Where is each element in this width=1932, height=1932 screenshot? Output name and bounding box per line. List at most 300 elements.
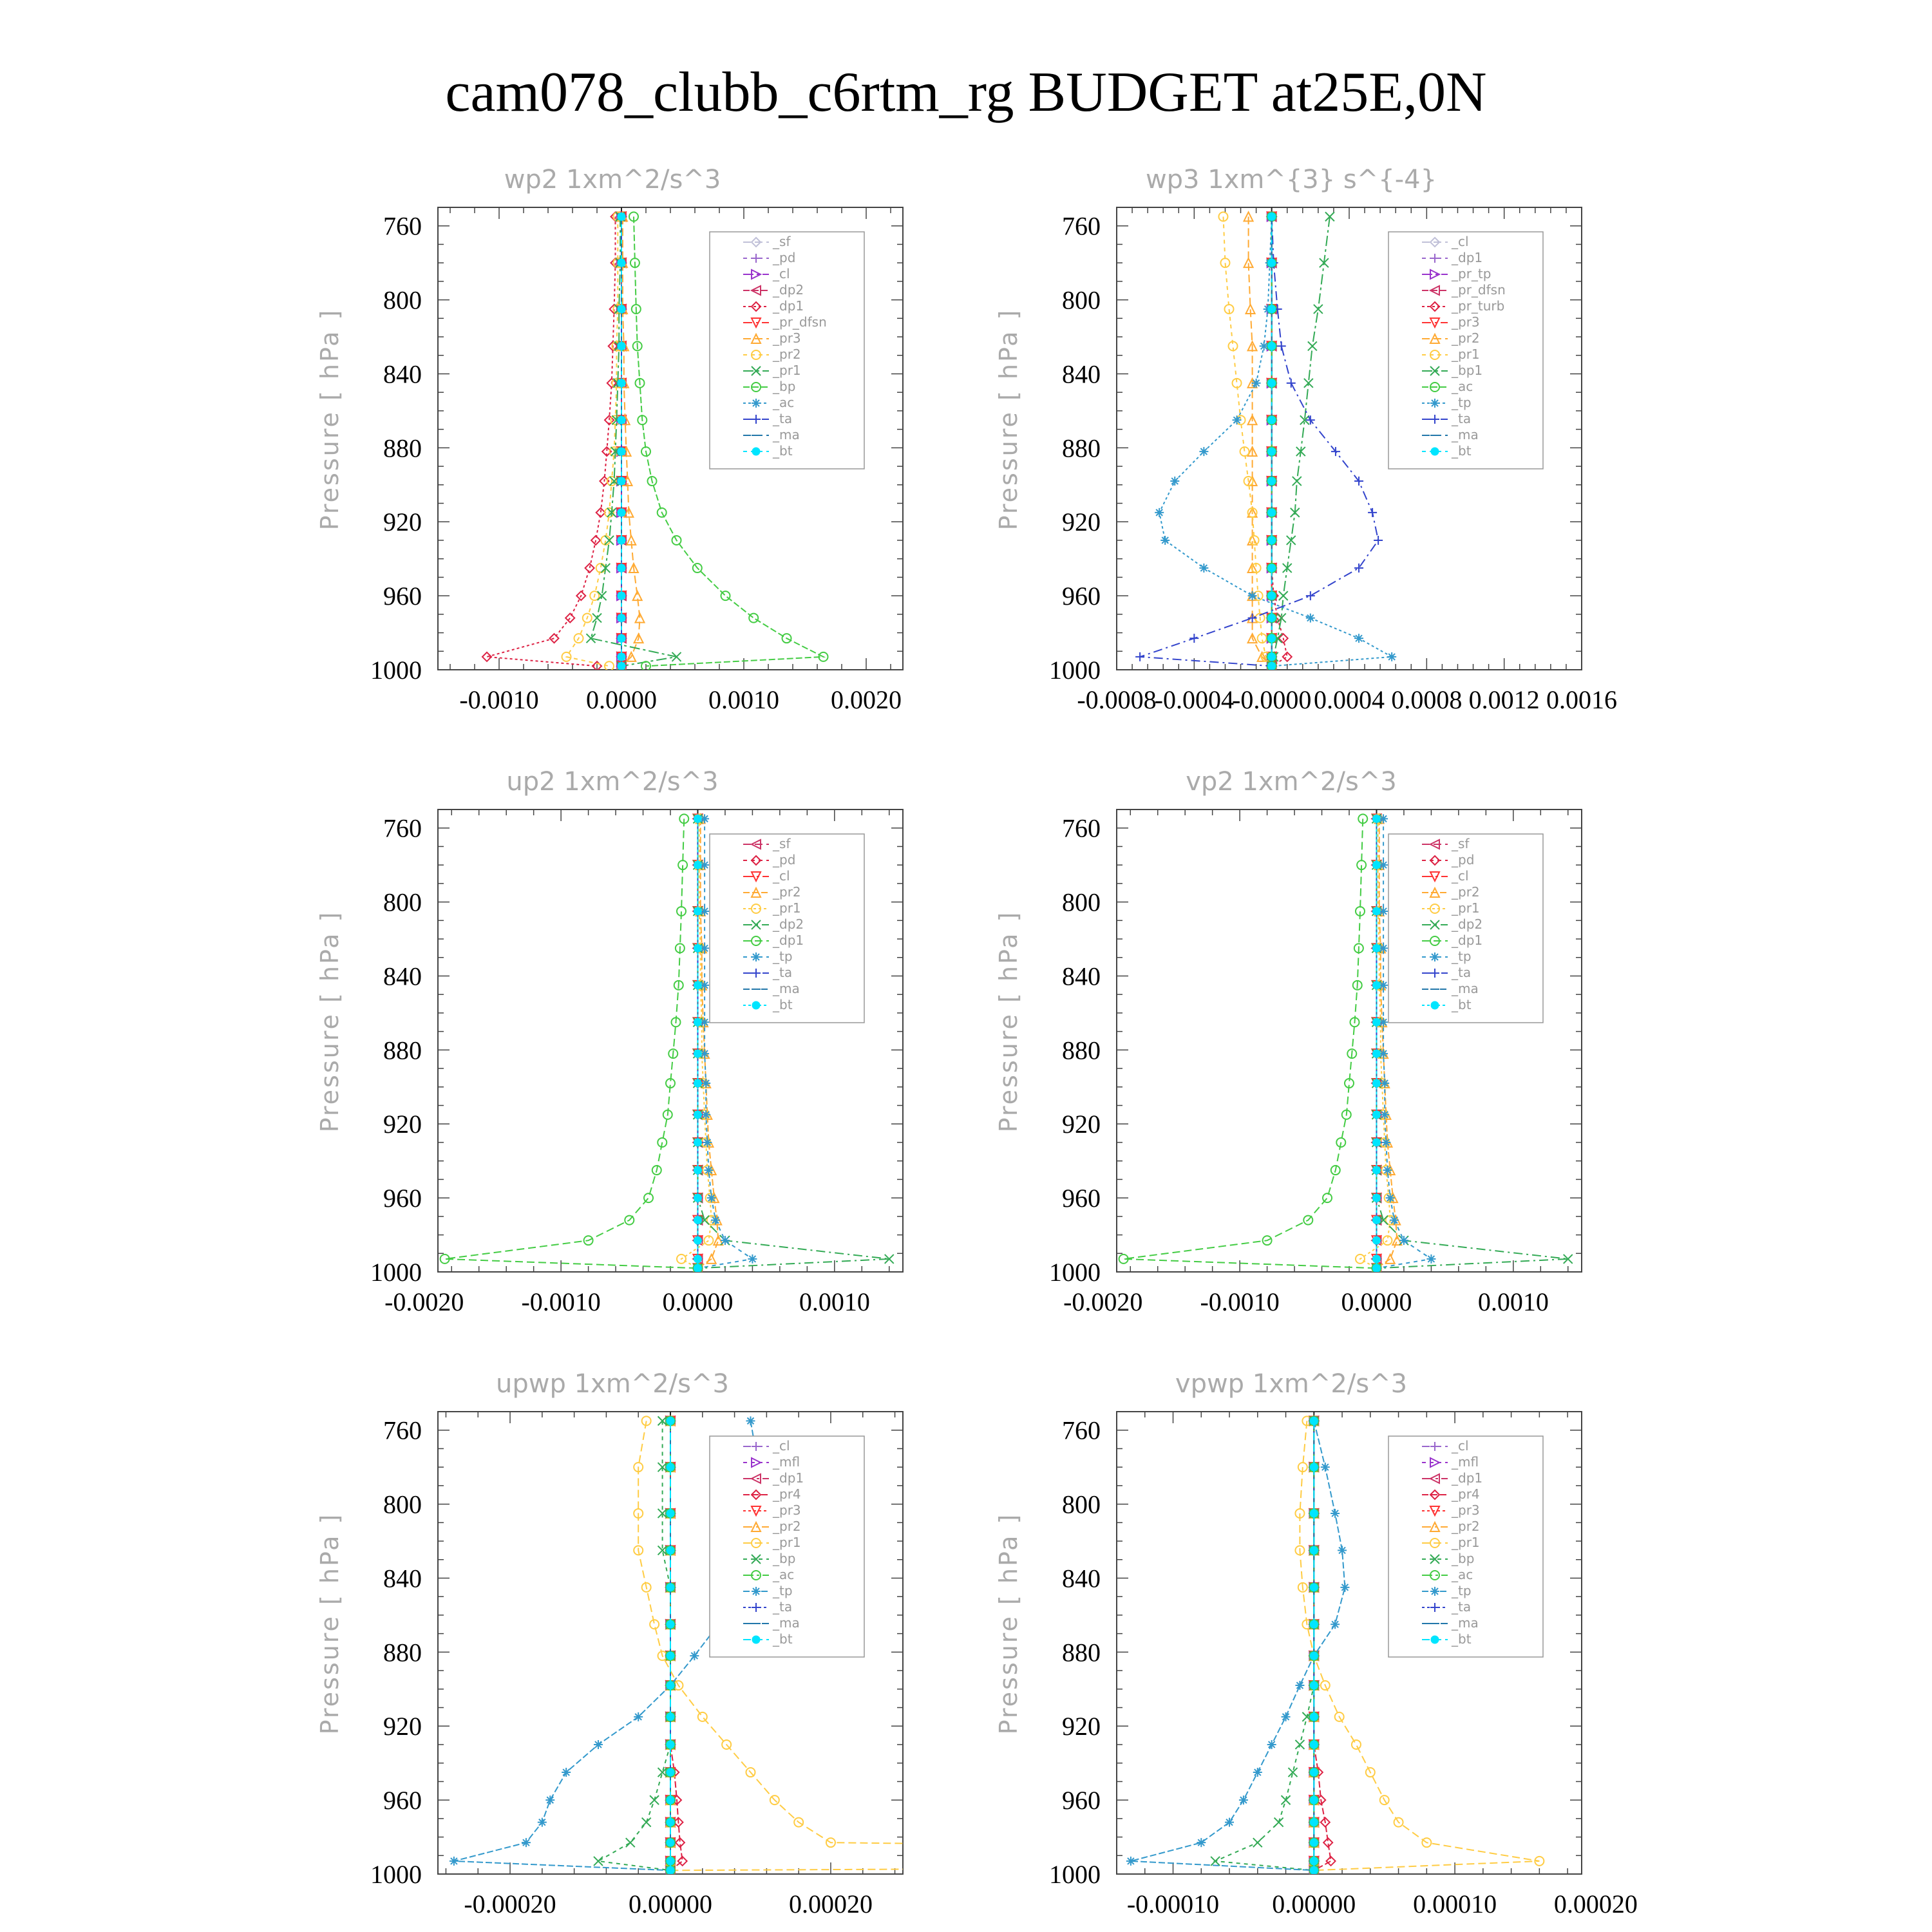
data-point xyxy=(701,1110,710,1119)
y-tick-label: 880 xyxy=(1062,433,1101,463)
y-tick-label: 1000 xyxy=(1049,1860,1101,1889)
data-point xyxy=(694,1111,701,1119)
data-point xyxy=(672,652,681,661)
legend-label: _bt xyxy=(1452,997,1472,1012)
legend-label: _ta xyxy=(773,411,793,426)
y-tick-label: 920 xyxy=(1062,507,1101,537)
legend-label: _ac xyxy=(773,395,795,410)
data-point xyxy=(1268,536,1276,544)
data-point xyxy=(1306,591,1315,600)
data-point xyxy=(1199,447,1208,456)
data-point xyxy=(1380,1110,1389,1119)
series-group xyxy=(1135,212,1396,670)
y-tick-label: 880 xyxy=(383,1638,422,1667)
y-tick-label: 920 xyxy=(383,1712,422,1741)
y-axis-label: Pressure [ hPa ] xyxy=(994,910,1023,1133)
data-point xyxy=(694,1194,701,1202)
legend-marker xyxy=(1430,952,1439,961)
legend-label: _pr2 xyxy=(773,1519,801,1534)
data-point xyxy=(1211,1857,1220,1866)
data-point xyxy=(1372,907,1380,915)
legend-label: _pr2 xyxy=(1452,1519,1480,1534)
y-tick-label: 1000 xyxy=(1049,656,1101,685)
data-point xyxy=(1282,1712,1291,1721)
legend-marker xyxy=(752,399,761,408)
y-tick-label: 1000 xyxy=(370,656,422,685)
y-tick-label: 800 xyxy=(383,887,422,917)
data-point xyxy=(667,1839,674,1846)
data-point xyxy=(1352,1740,1361,1749)
legend-label: _pr1 xyxy=(773,900,801,916)
legend-label: _ma xyxy=(1452,427,1479,442)
y-tick-label: 800 xyxy=(383,285,422,315)
data-point xyxy=(1310,1796,1318,1804)
data-point xyxy=(667,1417,674,1425)
data-point xyxy=(1372,1236,1380,1244)
legend-label: _cl xyxy=(1452,1438,1469,1454)
data-point xyxy=(1268,379,1276,387)
data-point xyxy=(1310,1652,1318,1660)
data-point xyxy=(1260,341,1269,350)
data-point xyxy=(1268,614,1276,622)
legend-label: _ta xyxy=(1452,411,1472,426)
data-point xyxy=(1282,1795,1291,1804)
data-point xyxy=(618,477,625,485)
data-point xyxy=(1321,1463,1330,1472)
data-point xyxy=(694,861,701,869)
x-tick-label: -0.0010 xyxy=(1200,1287,1280,1316)
y-tick-label: 920 xyxy=(383,1110,422,1139)
series-line-pr1 xyxy=(1224,216,1272,666)
y-tick-label: 880 xyxy=(1062,1638,1101,1667)
legend-label: _mfl xyxy=(1452,1454,1479,1470)
data-point xyxy=(667,1620,674,1628)
chart-panel-1 xyxy=(316,165,903,714)
y-tick-label: 880 xyxy=(383,1036,422,1065)
data-point xyxy=(562,1768,571,1777)
data-point xyxy=(618,213,625,220)
panel-title: wp2 1xm^2/s^3 xyxy=(504,165,721,194)
x-tick-label: 0.00000 xyxy=(629,1889,712,1918)
data-point xyxy=(690,1651,699,1660)
data-point xyxy=(618,614,625,622)
legend-label: _ta xyxy=(773,965,793,980)
data-point xyxy=(1310,1857,1318,1865)
data-point xyxy=(1374,536,1383,545)
data-point xyxy=(1387,652,1396,661)
data-point xyxy=(746,1416,755,1425)
series-line-dp1 xyxy=(445,819,698,1268)
data-point xyxy=(694,1217,701,1224)
data-point xyxy=(1288,1768,1297,1777)
data-point xyxy=(701,1079,710,1088)
data-point xyxy=(1381,1138,1390,1147)
legend-label: _bt xyxy=(773,1631,793,1647)
data-point xyxy=(1323,1193,1332,1202)
legend-label: _sf xyxy=(1452,836,1470,851)
legend-label: _bp1 xyxy=(1452,363,1483,378)
data-point xyxy=(694,1264,701,1272)
x-tick-label: 0.0010 xyxy=(708,685,779,714)
legend-marker xyxy=(752,1636,760,1643)
data-point xyxy=(694,1050,701,1057)
x-tick-label: -0.0010 xyxy=(459,685,539,714)
legend-label: _dp1 xyxy=(1452,933,1483,948)
data-point xyxy=(1160,536,1170,545)
data-point xyxy=(1331,1620,1340,1629)
legend-label: _bp xyxy=(1452,1551,1475,1566)
data-point xyxy=(1287,379,1296,388)
y-axis-label: Pressure [ hPa ] xyxy=(316,910,344,1133)
legend-label: _tp xyxy=(773,949,793,964)
data-point xyxy=(1310,1819,1318,1826)
legend-marker xyxy=(1431,1636,1439,1643)
data-point xyxy=(1372,815,1380,822)
data-point xyxy=(650,1620,659,1629)
data-point xyxy=(698,1712,707,1721)
legend-label: _cl xyxy=(1452,868,1469,884)
legend-label: _pr_turb xyxy=(1452,298,1505,314)
legend xyxy=(710,1436,864,1657)
data-point xyxy=(707,1193,716,1202)
chart-panel-3 xyxy=(316,767,903,1316)
data-point xyxy=(667,1796,674,1804)
legend-label: _pd xyxy=(1452,852,1475,867)
y-tick-label: 920 xyxy=(1062,1712,1101,1741)
data-point xyxy=(1199,564,1208,573)
data-point xyxy=(667,1857,674,1865)
y-tick-label: 920 xyxy=(1062,1110,1101,1139)
panel-title: wp3 1xm^{3} s^{-4} xyxy=(1145,165,1437,194)
x-tick-label: 0.0000 xyxy=(1341,1287,1412,1316)
legend-label: _pr3 xyxy=(1452,1502,1480,1518)
data-point xyxy=(1426,1255,1435,1264)
y-tick-label: 840 xyxy=(383,359,422,389)
legend-marker xyxy=(752,448,760,455)
data-point xyxy=(594,1740,603,1749)
data-point xyxy=(538,1818,547,1827)
y-tick-label: 760 xyxy=(1062,813,1101,843)
legend-label: _dp1 xyxy=(773,298,804,314)
y-tick-label: 960 xyxy=(383,1184,422,1213)
legend-marker xyxy=(1430,1587,1439,1596)
data-point xyxy=(1267,1740,1276,1749)
data-point xyxy=(1340,1583,1349,1592)
legend-label: _bp xyxy=(773,379,796,394)
legend-label: _cl xyxy=(1452,234,1469,249)
legend-label: _pr1 xyxy=(1452,900,1480,916)
data-point xyxy=(1283,652,1292,661)
chart-panel-4 xyxy=(994,767,1582,1316)
data-point xyxy=(634,1712,643,1721)
y-tick-label: 840 xyxy=(1062,1564,1101,1593)
data-point xyxy=(1268,416,1276,424)
x-tick-label: -0.0000 xyxy=(1232,685,1312,714)
legend-label: _sf xyxy=(773,234,791,249)
data-point xyxy=(1310,1546,1318,1554)
data-point xyxy=(1310,1866,1318,1874)
legend-label: _cl xyxy=(773,1438,790,1454)
data-point xyxy=(1368,508,1377,517)
data-point xyxy=(1372,1217,1380,1224)
data-point xyxy=(704,1166,713,1175)
series-line-pr2 xyxy=(567,216,618,666)
y-tick-label: 920 xyxy=(383,507,422,537)
data-point xyxy=(1390,1216,1399,1225)
y-tick-label: 960 xyxy=(1062,582,1101,611)
data-point xyxy=(1372,944,1380,952)
data-point xyxy=(1253,1768,1262,1777)
legend-label: _bt xyxy=(773,997,793,1012)
data-point xyxy=(618,653,625,661)
chart-panel-5 xyxy=(316,1369,1932,1918)
data-point xyxy=(667,1713,674,1721)
data-point xyxy=(748,1255,757,1264)
y-tick-label: 800 xyxy=(1062,285,1101,315)
data-point xyxy=(1372,1166,1380,1174)
data-point xyxy=(1225,1818,1234,1827)
data-point xyxy=(618,259,625,267)
legend-label: _pr2 xyxy=(773,346,801,362)
data-point xyxy=(522,1838,531,1847)
data-point xyxy=(721,1236,730,1245)
data-point xyxy=(1253,1838,1262,1847)
y-tick-label: 1000 xyxy=(370,1258,422,1287)
data-point xyxy=(694,1236,701,1244)
chart-panel-2 xyxy=(994,165,1617,714)
data-point xyxy=(1383,1166,1392,1175)
data-point xyxy=(1135,652,1144,661)
data-point xyxy=(1372,981,1380,989)
data-point xyxy=(1354,634,1363,643)
x-tick-label: -0.0020 xyxy=(384,1287,464,1316)
legend-label: _cl xyxy=(773,266,790,281)
x-tick-label: -0.0020 xyxy=(1063,1287,1143,1316)
data-point xyxy=(694,1018,701,1026)
data-point xyxy=(667,1510,674,1517)
legend-marker xyxy=(752,1587,761,1596)
x-tick-label: 0.0020 xyxy=(831,685,902,714)
y-tick-label: 800 xyxy=(1062,1490,1101,1519)
data-point xyxy=(1314,305,1323,314)
data-point xyxy=(1197,1838,1206,1847)
legend-label: _pr2 xyxy=(1452,884,1480,900)
legend-label: _mfl xyxy=(773,1454,800,1470)
y-tick-label: 880 xyxy=(383,433,422,463)
legend-label: _pr3 xyxy=(773,330,801,346)
legend-label: _bt xyxy=(1452,1631,1472,1647)
legend-label: _ta xyxy=(1452,1599,1472,1615)
x-tick-label: -0.0008 xyxy=(1077,685,1157,714)
data-point xyxy=(1372,1194,1380,1202)
y-tick-label: 760 xyxy=(1062,211,1101,241)
legend-label: _pr3 xyxy=(773,1502,801,1518)
legend-label: _pr_tp xyxy=(1452,266,1492,281)
y-tick-label: 760 xyxy=(383,813,422,843)
data-point xyxy=(1372,1018,1380,1026)
legend-label: _pr1 xyxy=(1452,1535,1480,1550)
data-point xyxy=(1268,509,1276,516)
legend-label: _pd xyxy=(773,852,796,867)
legend-label: _bt xyxy=(773,443,793,459)
legend xyxy=(710,232,864,469)
data-point xyxy=(618,564,625,572)
data-point xyxy=(1268,592,1276,600)
data-point xyxy=(1293,477,1302,486)
data-point xyxy=(1252,379,1261,388)
y-tick-label: 840 xyxy=(383,961,422,991)
legend-label: _pr4 xyxy=(1452,1486,1480,1502)
data-point xyxy=(1268,259,1276,267)
y-axis-label: Pressure [ hPa ] xyxy=(994,1512,1023,1735)
x-tick-label: 0.00000 xyxy=(1272,1889,1356,1918)
legend-label: _ma xyxy=(773,981,800,996)
legend-marker xyxy=(1431,1001,1439,1009)
x-tick-label: -0.0010 xyxy=(521,1287,601,1316)
data-point xyxy=(749,614,758,623)
data-point xyxy=(694,1139,701,1146)
data-point xyxy=(1354,564,1363,573)
x-tick-label: 0.0010 xyxy=(799,1287,870,1316)
legend-label: _pr4 xyxy=(773,1486,801,1502)
data-point xyxy=(694,981,701,989)
data-point xyxy=(545,1795,554,1804)
data-point xyxy=(1274,1818,1283,1827)
data-point xyxy=(1310,1510,1318,1517)
legend-label: _ac xyxy=(1452,1567,1473,1582)
data-point xyxy=(1372,861,1380,869)
y-tick-label: 1000 xyxy=(370,1860,422,1889)
data-point xyxy=(1331,1509,1340,1518)
data-point xyxy=(667,1866,674,1874)
y-tick-label: 760 xyxy=(383,211,422,241)
legend-label: _dp2 xyxy=(773,916,804,932)
x-tick-label: 0.0004 xyxy=(1314,685,1385,714)
y-axis-label: Pressure [ hPa ] xyxy=(316,308,344,531)
legend-label: _pr3 xyxy=(1452,314,1480,330)
legend-label: _dp1 xyxy=(773,933,804,948)
y-axis-label: Pressure [ hPa ] xyxy=(994,308,1023,531)
data-point xyxy=(667,1681,674,1689)
data-point xyxy=(650,1795,659,1804)
data-point xyxy=(1295,1681,1304,1690)
data-point xyxy=(618,305,625,313)
legend xyxy=(1388,232,1543,469)
data-point xyxy=(450,1857,459,1866)
data-point xyxy=(1310,1681,1318,1689)
data-point xyxy=(565,614,574,623)
legend-label: _ma xyxy=(773,1615,800,1631)
legend-label: _bp xyxy=(773,1551,796,1566)
legend-label: _ac xyxy=(1452,379,1473,394)
legend-label: _dp1 xyxy=(773,1470,804,1486)
x-tick-label: 0.00020 xyxy=(1553,1889,1638,1918)
y-tick-label: 960 xyxy=(1062,1184,1101,1213)
chart-panel-6 xyxy=(994,1369,1638,1918)
x-tick-label: 0.0016 xyxy=(1546,685,1617,714)
data-point xyxy=(585,564,594,573)
y-tick-label: 960 xyxy=(383,1786,422,1815)
legend-label: _tp xyxy=(1452,949,1472,964)
y-tick-label: 760 xyxy=(1062,1416,1101,1445)
data-point xyxy=(1308,341,1317,350)
legend-label: _pr1 xyxy=(773,363,801,378)
legend-label: _bt xyxy=(1452,443,1472,459)
legend-label: _pr1 xyxy=(773,1535,801,1550)
data-point xyxy=(694,1255,701,1263)
data-point xyxy=(667,1463,674,1471)
data-point xyxy=(636,614,645,623)
data-point xyxy=(1372,1079,1380,1087)
data-point xyxy=(1372,1264,1380,1272)
data-point xyxy=(1310,1741,1318,1748)
data-point xyxy=(694,815,701,822)
legend-marker xyxy=(752,1001,760,1009)
data-point xyxy=(618,379,625,387)
data-point xyxy=(1310,1620,1318,1628)
legend-label: _pr2 xyxy=(1452,330,1480,346)
data-point xyxy=(1268,213,1276,220)
legend-label: _dp2 xyxy=(1452,916,1483,932)
data-point xyxy=(626,1838,635,1847)
data-point xyxy=(618,448,625,455)
legend-label: _ac xyxy=(773,1567,795,1582)
panels xyxy=(316,165,1932,1918)
panel-title: up2 1xm^2/s^3 xyxy=(506,767,719,797)
y-axis-label: Pressure [ hPa ] xyxy=(316,1512,344,1735)
data-point xyxy=(1310,1417,1318,1425)
data-point xyxy=(1268,662,1276,670)
data-point xyxy=(694,1079,701,1087)
legend-label: _tp xyxy=(1452,1583,1472,1598)
x-tick-label: 0.0010 xyxy=(1477,1287,1549,1316)
x-tick-label: 0.0012 xyxy=(1468,685,1540,714)
legend-label: _tp xyxy=(1452,395,1472,410)
legend-label: _tp xyxy=(773,1583,793,1598)
data-point xyxy=(1399,1236,1408,1245)
legend-label: _ma xyxy=(1452,1615,1479,1631)
legend-label: _pr2 xyxy=(773,884,801,900)
data-point xyxy=(1126,1857,1135,1866)
data-point xyxy=(618,509,625,516)
data-point xyxy=(1386,1193,1395,1202)
data-point xyxy=(1372,1111,1380,1119)
data-point xyxy=(1268,342,1276,350)
data-point xyxy=(1268,448,1276,455)
data-point xyxy=(1295,1740,1304,1749)
y-tick-label: 1000 xyxy=(1049,1258,1101,1287)
legend-marker xyxy=(752,952,761,961)
data-point xyxy=(587,634,596,643)
legend-label: _cl xyxy=(773,868,790,884)
legend-label: _ta xyxy=(1452,965,1472,980)
data-point xyxy=(667,1819,674,1826)
data-point xyxy=(642,1818,651,1827)
series-group xyxy=(450,1416,1932,1875)
series-line-bp xyxy=(1215,1421,1314,1870)
data-point xyxy=(1310,1584,1318,1591)
x-tick-label: 0.00020 xyxy=(788,1889,873,1918)
data-point xyxy=(1239,1795,1248,1804)
data-point xyxy=(1372,1050,1380,1057)
data-point xyxy=(667,1652,674,1660)
data-point xyxy=(694,944,701,952)
data-point xyxy=(694,907,701,915)
data-point xyxy=(1372,1139,1380,1146)
data-point xyxy=(721,591,730,600)
y-tick-label: 960 xyxy=(1062,1786,1101,1815)
legend-label: _pd xyxy=(773,250,796,265)
